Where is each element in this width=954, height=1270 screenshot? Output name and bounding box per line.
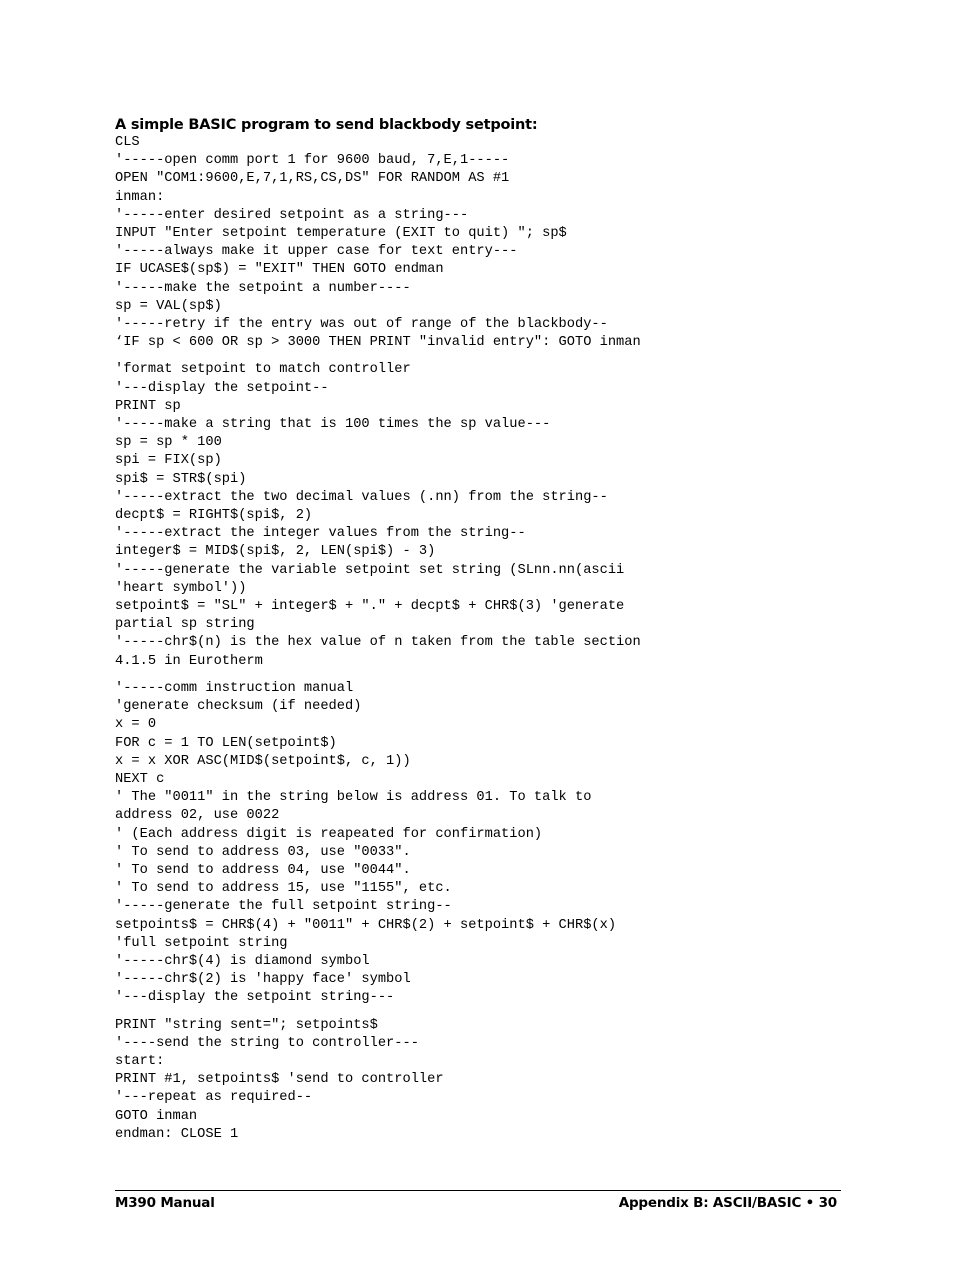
code-line: '-----make the setpoint a number---- xyxy=(115,280,411,296)
code-line: PRINT sp xyxy=(115,398,181,414)
code-line: '-----extract the integer values from the string-- xyxy=(115,526,526,542)
code-line: INPUT "Enter setpoint temperature (EXIT to quit) "; sp$ xyxy=(115,226,567,242)
code-line: '-----extract the two decimal values (.nn) from the string-- xyxy=(115,489,608,505)
code-line: 'full setpoint string xyxy=(115,935,288,951)
code-line: '-----retry if the entry was out of range of the blackbody-- xyxy=(115,317,608,333)
code-line: CLS xyxy=(115,135,140,150)
code-line: IF UCASE$(sp$) = "EXIT" THEN GOTO endman xyxy=(115,262,444,278)
code-line: ' (Each address digit is reapeated for confirmation) xyxy=(115,826,543,842)
code-line: '----send the string to controller--- xyxy=(115,1035,419,1051)
basic-program-listing xyxy=(115,134,855,1144)
code-line: endman: CLOSE 1 xyxy=(115,1126,239,1142)
code-line: inman: xyxy=(115,189,165,205)
code-line: setpoints$ = CHR$(4) + "0011" + CHR$(2) + setpoint$ + CHR$(x) xyxy=(115,917,617,933)
code-line: '---display the setpoint-- xyxy=(115,380,329,396)
code-line: PRINT #1, setpoints$ 'send to controller xyxy=(115,1072,444,1088)
code-line: sp = VAL(sp$) xyxy=(115,298,222,314)
code-line: '-----chr$(4) is diamond symbol xyxy=(115,953,370,969)
block-spacer xyxy=(115,671,855,680)
code-line: '-----generate the variable setpoint set string (SLnn.nn(ascii xyxy=(115,562,625,578)
code-line: '---display the setpoint string--- xyxy=(115,990,395,1006)
code-line: '-----comm instruction manual xyxy=(115,680,354,696)
code-line: integer$ = MID$(spi$, 2, LEN(spi$) - 3) xyxy=(115,544,436,560)
code-line: ' To send to address 15, use "1155", etc. xyxy=(115,881,452,897)
block-spacer xyxy=(115,352,855,361)
block-spacer xyxy=(115,1008,855,1017)
code-line: '-----enter desired setpoint as a string--- xyxy=(115,207,469,223)
code-block xyxy=(115,1017,855,1144)
code-line: '-----always make it upper case for text entry--- xyxy=(115,244,518,260)
code-line: 4.1.5 in Eurotherm xyxy=(115,653,263,669)
section-heading: A simple BASIC program to send blackbody setpoint: xyxy=(115,117,538,133)
code-line: ' To send to address 04, use "0044". xyxy=(115,862,411,878)
code-line: '-----make a string that is 100 times the sp value--- xyxy=(115,417,551,433)
code-block xyxy=(115,680,855,1008)
code-line: '-----open comm port 1 for 9600 baud, 7,E,1----- xyxy=(115,153,510,169)
code-line: start: xyxy=(115,1053,165,1069)
code-line: '---repeat as required-- xyxy=(115,1090,313,1106)
code-line: sp = sp * 100 xyxy=(115,435,222,451)
code-line: decpt$ = RIGHT$(spi$, 2) xyxy=(115,508,313,524)
code-line: setpoint$ = "SL" + integer$ + "." + decpt$ + CHR$(3) 'generate xyxy=(115,599,625,615)
code-block xyxy=(115,134,855,352)
code-line: ' To send to address 03, use "0033". xyxy=(115,844,411,860)
code-line: spi$ = STR$(spi) xyxy=(115,471,247,487)
code-line: '-----generate the full setpoint string-- xyxy=(115,899,452,915)
code-line: spi = FIX(sp) xyxy=(115,453,222,469)
code-line: '-----chr$(2) is 'happy face' symbol xyxy=(115,972,411,988)
code-line: address 02, use 0022 xyxy=(115,808,280,824)
code-line: '-----chr$(n) is the hex value of n taken from the table section xyxy=(115,635,641,651)
footer-divider xyxy=(115,1190,841,1191)
code-line: x = x XOR ASC(MID$(setpoint$, c, 1)) xyxy=(115,753,411,769)
code-line: FOR c = 1 TO LEN(setpoint$) xyxy=(115,735,337,751)
code-line: OPEN "COM1:9600,E,7,1,RS,CS,DS" FOR RANDOM AS #1 xyxy=(115,171,510,187)
code-line: 'generate checksum (if needed) xyxy=(115,699,362,715)
code-block xyxy=(115,361,855,670)
code-line: NEXT c xyxy=(115,771,165,787)
code-line: 'heart symbol')) xyxy=(115,580,247,596)
code-line: ' The "0011" in the string below is address 01. To talk to xyxy=(115,790,592,806)
code-line: GOTO inman xyxy=(115,1108,198,1124)
code-line: PRINT "string sent="; setpoints$ xyxy=(115,1017,378,1033)
footer-section-page: Appendix B: ASCII/BASIC • 30 xyxy=(618,1195,837,1211)
code-line: 'format setpoint to match controller xyxy=(115,362,411,378)
code-line: partial sp string xyxy=(115,617,255,633)
footer-manual-title: M390 Manual xyxy=(115,1195,215,1211)
code-line: ‘IF sp < 600 OR sp > 3000 THEN PRINT "invalid entry": GOTO inman xyxy=(115,335,641,351)
code-line: x = 0 xyxy=(115,717,157,733)
